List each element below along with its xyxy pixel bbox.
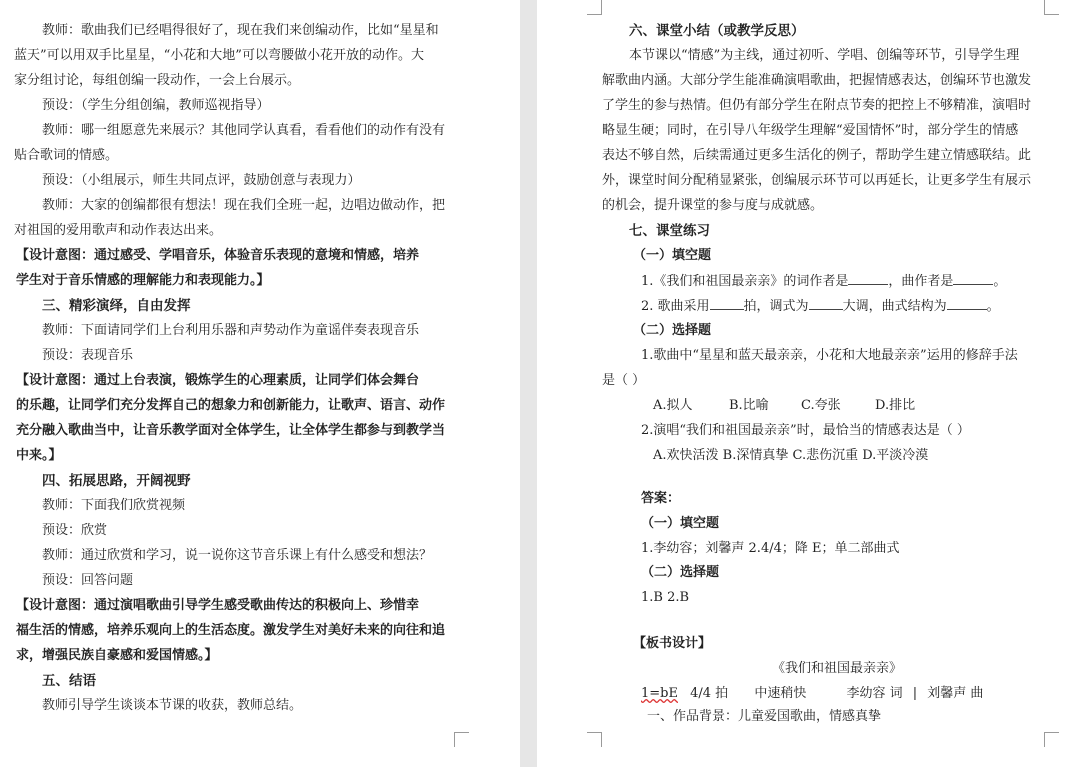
- body-text: 预设：欣赏: [42, 523, 108, 538]
- board-tempo: 中速稍快: [754, 686, 807, 701]
- body-text: 贴合歌词的情感。: [14, 148, 119, 163]
- section-heading: 三、精彩演绎，自由发挥: [42, 298, 191, 314]
- fill-question-1-text: ，曲作者是: [888, 274, 954, 289]
- body-text: 表达不够自然，后续需通过更多生活化的例子，帮助学生建立情感联结。此: [602, 148, 1032, 163]
- body-text: 教师：歌曲我们已经唱得很好了，现在我们来创编动作，比如“星星和: [42, 23, 439, 38]
- answer-text: 1.B 2.B: [641, 590, 690, 605]
- body-text: 的机会，提升课堂的参与度与成就感。: [602, 198, 824, 213]
- section-heading: 五、结语: [42, 673, 96, 689]
- body-text: 预设：（学生分组创编，教师巡视指导）: [42, 98, 270, 113]
- answer-blank: [809, 297, 843, 310]
- section-heading: 四、拓展思路，开阔视野: [42, 473, 191, 489]
- body-text: 了学生的参与热情。但仍有部分学生在附点节奏的把控上不够精准，演唱时: [602, 98, 1032, 113]
- choice-question-1: 是（ ）: [602, 373, 646, 388]
- board-lyricist: 李幼容 词: [846, 686, 903, 701]
- design-intent-text: 学生对于音乐情感的理解能力和表现能力。】: [16, 273, 270, 288]
- fill-question-2: [641, 297, 1000, 316]
- choice-question-2: 2.演唱“我们和祖国最亲亲”时，最恰当的情感表达是（ ）: [641, 423, 970, 438]
- board-separator: |: [912, 686, 918, 701]
- subsection-heading: （二）选择题: [641, 565, 720, 580]
- answer-blank: [953, 272, 993, 285]
- subsection-heading: （一）填空题: [633, 248, 712, 263]
- section-heading: 七、课堂练习: [629, 223, 710, 239]
- body-text: 预设：回答问题: [42, 573, 134, 588]
- section-heading: 六、课堂小结（或教学反思）: [629, 23, 805, 39]
- design-intent-text: 中来。】: [16, 448, 62, 463]
- board-design-heading: 【板书设计】: [633, 636, 712, 651]
- design-intent-text: 求，增强民族自豪感和爱国情感。】: [16, 648, 218, 663]
- subsection-heading: （二）选择题: [633, 323, 712, 338]
- body-text: 外，课堂时间分配稍显紧张，创编展示环节可以再延长，让更多学生有展示: [602, 173, 1032, 188]
- answer-text: 1.李幼容；刘馨声 2.4/4；降 E；单二部曲式: [641, 541, 900, 556]
- body-text: 教师：哪一组愿意先来展示？其他同学认真看，看看他们的动作有没有: [42, 123, 446, 138]
- fill-question-1: [641, 272, 1006, 291]
- document-page-right: [537, 0, 1080, 767]
- board-key: 1=bE: [641, 686, 678, 701]
- body-text: 预设：（小组展示，师生共同点评，鼓励创意与表现力）: [42, 173, 361, 188]
- fill-question-1-text: 1.《我们和祖国最亲亲》的词作者是: [641, 274, 849, 289]
- fill-question-2-text: 拍，调式为: [743, 299, 809, 314]
- body-text: 预设：表现音乐: [42, 348, 134, 363]
- crop-mark-top-right: [1044, 0, 1059, 15]
- choice-option: A.拟人: [653, 398, 693, 413]
- answer-blank: [710, 297, 744, 310]
- crop-mark-top-left: [587, 0, 602, 15]
- design-intent-text: 【设计意图：通过上台表演，锻炼学生的心理素质，让同学们体会舞台: [16, 373, 420, 388]
- body-text: 略显生硬；同时，在引导八年级学生理解“爱国情怀”时，部分学生的情感: [602, 123, 1019, 138]
- body-text: 教师：大家的创编都很有想法！现在我们全班一起，边唱边做动作，把: [42, 198, 446, 213]
- choice-option: B.比喻: [729, 398, 769, 413]
- crop-mark-bottom-left: [587, 732, 602, 747]
- document-page-left: [0, 0, 520, 767]
- body-text: 教师：下面请同学们上台利用乐器和声势动作为童谣伴奏表现音乐: [42, 323, 420, 338]
- crop-mark-bottom-right: [1044, 732, 1059, 747]
- choice-option: D.排比: [875, 398, 916, 413]
- body-text: 教师引导学生谈谈本节课的收获，教师总结。: [42, 698, 303, 713]
- design-intent-text: 【设计意图：通过感受、学唱音乐，体验音乐表现的意境和情感，培养: [16, 248, 420, 263]
- crop-mark-bottom-right: [454, 732, 469, 747]
- choice-question-1: 1.歌曲中“星星和蓝天最亲亲，小花和大地最亲亲”运用的修辞手法: [641, 348, 1018, 363]
- body-text: 教师：下面我们欣赏视频: [42, 498, 186, 513]
- body-text: 对祖国的爱用歌声和动作表达出来。: [14, 223, 223, 238]
- design-intent-text: 的乐趣，让同学们充分发挥自己的想象力和创新能力，让歌声、语言、动作: [16, 398, 446, 413]
- answer-blank: [848, 272, 888, 285]
- fill-question-2-text: 。: [986, 299, 1000, 314]
- choice-option: C.夸张: [801, 398, 841, 413]
- board-composer: 刘馨声 曲: [927, 686, 984, 701]
- board-song-title: 《我们和祖国最亲亲》: [772, 661, 903, 676]
- body-text: 本节课以“情感”为主线，通过初听、学唱、创编等环节，引导学生理: [629, 48, 1020, 63]
- board-meter: 4/4 拍: [690, 686, 729, 701]
- body-text: 家分组讨论，每组创编一段动作，一会上台展示。: [14, 73, 301, 88]
- answer-blank: [947, 297, 987, 310]
- fill-question-2-text: 大调，曲式结构为: [842, 299, 947, 314]
- subsection-heading: （一）填空题: [641, 516, 720, 531]
- fill-question-1-text: 。: [993, 274, 1007, 289]
- design-intent-text: 【设计意图：通过演唱歌曲引导学生感受歌曲传达的积极向上、珍惜幸: [16, 598, 420, 613]
- body-text: 蓝天”可以用双手比星星，“小花和大地”可以弯腰做小花开放的动作。大: [14, 48, 424, 63]
- board-background: 一、作品背景：儿童爱国歌曲，情感真挚: [647, 709, 882, 724]
- answer-heading: 答案：: [641, 491, 681, 506]
- design-intent-text: 充分融入歌曲当中，让音乐教学面对全体学生，让全体学生都参与到教学当: [16, 423, 446, 438]
- design-intent-text: 福生活的情感，培养乐观向上的生活态度。激发学生对美好未来的向往和追: [16, 623, 446, 638]
- choice-options: A.欢快活泼 B.深情真挚 C.悲伤沉重 D.平淡冷漠: [653, 448, 929, 463]
- board-song-info: [641, 685, 983, 703]
- body-text: 解歌曲内涵。大部分学生能准确演唱歌曲，把握情感表达，创编环节也激发: [602, 73, 1032, 88]
- body-text: 教师：通过欣赏和学习，说一说你这节音乐课上有什么感受和想法？: [42, 548, 433, 563]
- fill-question-2-text: 2. 歌曲采用: [641, 299, 710, 314]
